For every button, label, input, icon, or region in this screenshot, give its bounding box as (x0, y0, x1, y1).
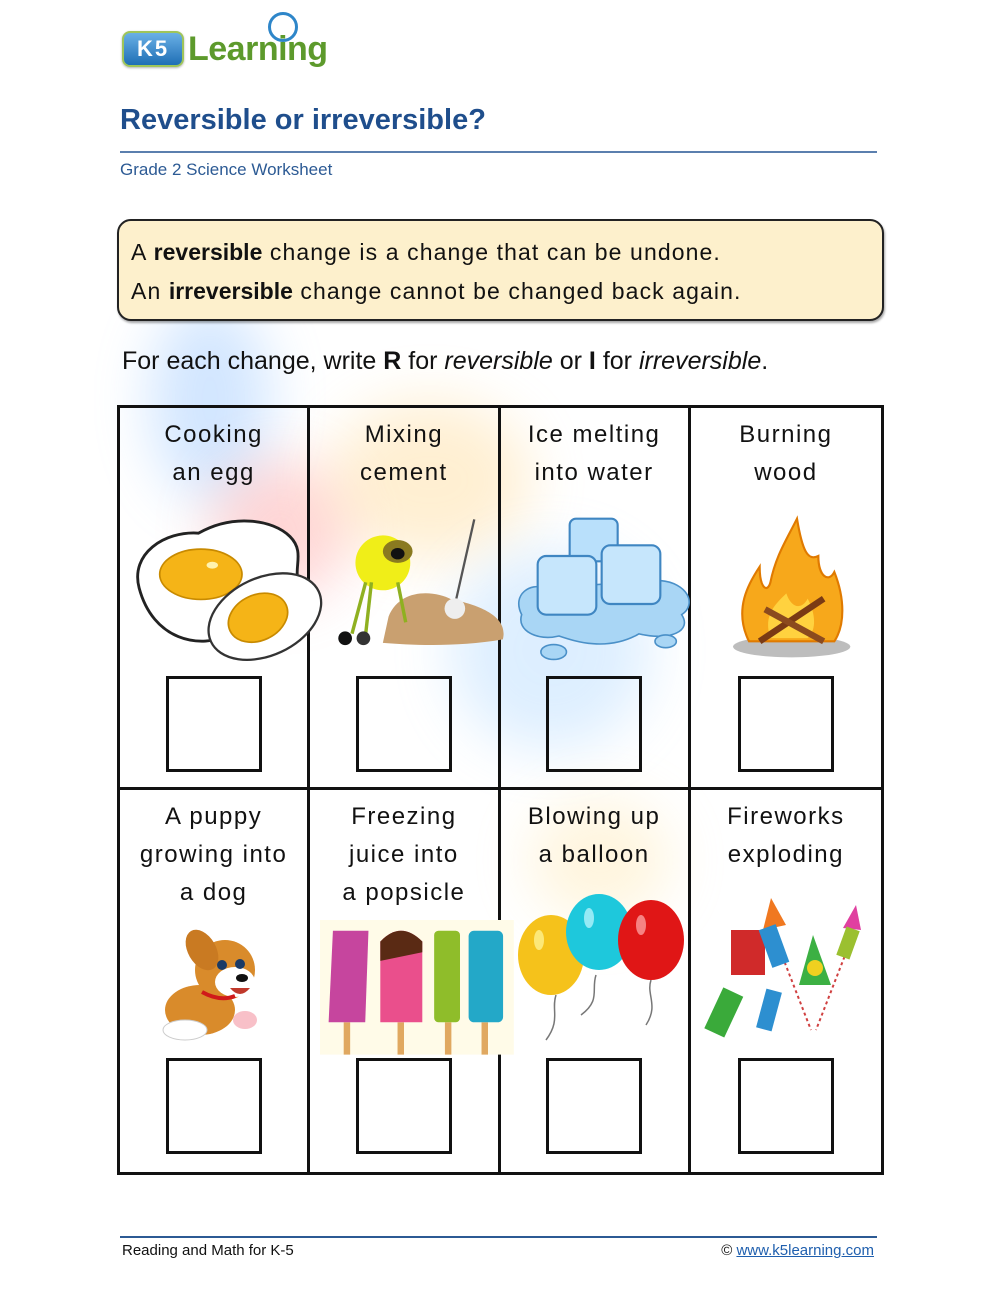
item-label: Fireworks exploding (727, 803, 845, 868)
item-ice-melting (501, 408, 691, 790)
item-fireworks (691, 790, 881, 1172)
footer-copyright (721, 1242, 874, 1259)
item-mixing-cement (310, 408, 500, 790)
definition-irreversible: An irreversible change cannot be changed back again. (131, 278, 742, 304)
answer-box[interactable] (356, 676, 452, 772)
ice-cubes-icon (511, 508, 692, 668)
logo-badge: K5 (122, 31, 184, 67)
footer-divider (120, 1236, 877, 1238)
footer-tagline: Reading and Math for K-5 (122, 1242, 294, 1259)
item-label: A puppy growing into a dog (139, 803, 288, 906)
popsicles-icon (320, 920, 514, 1060)
answer-box[interactable] (166, 1058, 262, 1154)
definition-reversible: A reversible change is a change that can be undone. (131, 239, 721, 265)
item-cooking-egg (120, 408, 310, 790)
item-label: Mixing cement (360, 421, 448, 486)
answer-box[interactable] (738, 1058, 834, 1154)
answer-box[interactable] (166, 676, 262, 772)
item-label: Freezing juice into a popsicle (342, 803, 466, 906)
balloons-icon (511, 890, 691, 1050)
item-blowing-balloon (501, 790, 691, 1172)
page-subtitle: Grade 2 Science Worksheet (120, 160, 333, 179)
puppy-icon (130, 920, 300, 1060)
answer-box[interactable] (356, 1058, 452, 1154)
title-divider (120, 151, 877, 153)
item-freezing-juice (310, 790, 500, 1172)
egg-icon (130, 508, 324, 668)
cement-mixer-icon (320, 508, 514, 668)
campfire-icon (701, 508, 882, 668)
item-puppy-growing (120, 790, 310, 1172)
item-label: Burning wood (739, 421, 833, 486)
k5learning-link[interactable]: www.k5learning.com (736, 1242, 874, 1259)
page-title: Reversible or irreversible? (120, 104, 486, 136)
changes-grid (117, 405, 884, 1175)
k5-learning-logo (122, 24, 328, 74)
fireworks-icon (701, 890, 871, 1050)
item-label: Ice melting into water (527, 421, 661, 486)
logo-text: Learning (188, 30, 328, 69)
logo-figure-icon (268, 12, 298, 42)
item-burning-wood (691, 408, 881, 790)
instructions: For each change, write R for reversible or I for irreversible. (122, 347, 769, 375)
item-label: Blowing up a balloon (527, 803, 661, 868)
definition-box (117, 219, 884, 321)
item-label: Cooking an egg (164, 421, 263, 486)
answer-box[interactable] (546, 676, 642, 772)
answer-box[interactable] (546, 1058, 642, 1154)
copyright-icon: © (721, 1242, 733, 1259)
answer-box[interactable] (738, 676, 834, 772)
